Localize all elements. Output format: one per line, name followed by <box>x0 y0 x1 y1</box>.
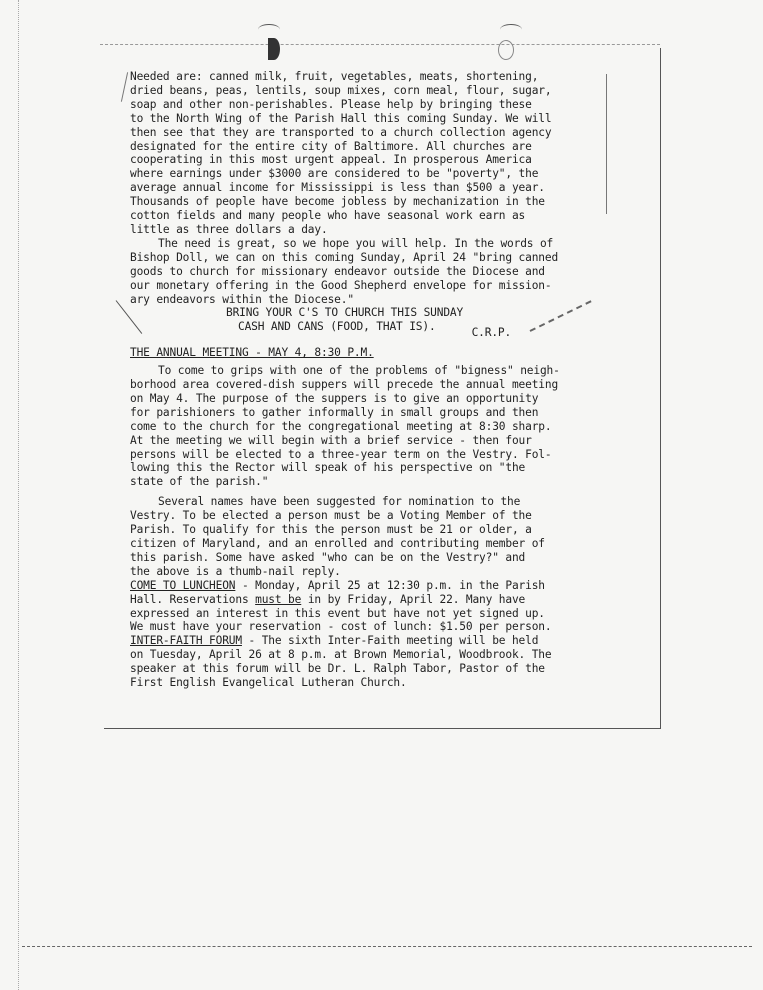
text-line: to the North Wing of the Parish Hall this coming Sunday. We will <box>130 111 552 125</box>
luncheon-line-2 <box>130 593 610 607</box>
text-line: where earnings under $3000 are considered to be "poverty", the <box>130 167 539 181</box>
text-line: Thousands of people have become jobless by mechanization in the <box>130 195 545 209</box>
text-line: then see that they are transported to a church collection agency <box>130 125 552 139</box>
text-line: this parish. Some have asked "who can be on the Vestry?" and <box>130 550 526 564</box>
text-line: average annual income for Mississippi is less than $500 a year. <box>130 181 545 195</box>
text-line: lowing this the Rector will speak of his perspective on "the <box>130 461 526 475</box>
luncheon-line-4: We must have your reservation - cost of lunch: $1.50 per person. <box>130 620 552 634</box>
text-line: cooperating in this most urgent appeal. In prosperous America <box>130 153 532 167</box>
forum-line-3: speaker at this forum will be Dr. L. Ralph Tabor, Pastor of the <box>130 662 545 676</box>
annual-meeting-heading: THE ANNUAL MEETING - MAY 4, 8:30 P.M. <box>130 346 374 360</box>
text-line: To come to grips with one of the problems of "bigness" neigh- <box>158 364 560 378</box>
text-line: dried beans, peas, lentils, soup mixes, corn meal, flour, sugar, <box>130 83 552 97</box>
punch-hole-left <box>268 38 280 60</box>
text-line: state of the parish." <box>130 475 269 489</box>
binder-arc-right <box>500 24 522 35</box>
punch-hole-right <box>498 40 514 60</box>
text-line: cotton fields and many people who have seasonal work earn as <box>130 209 526 223</box>
luncheon-text: Hall. Reservations <box>130 592 256 606</box>
binder-arc-left <box>258 24 280 35</box>
slogan-line-1: BRING YOUR C'S TO CHURCH THIS SUNDAY <box>226 306 464 320</box>
text-line: our monetary offering in the Good Shepherd envelope for mission- <box>130 278 552 292</box>
text-line: Needed are: canned milk, fruit, vegetables, meats, shortening, <box>130 70 539 83</box>
newsletter-body <box>130 70 610 690</box>
page-edge <box>18 0 19 990</box>
text-line: for parishioners to gather informally in small groups and then <box>130 405 539 419</box>
forum-line-1 <box>130 634 610 648</box>
text-line: little as three dollars a day. <box>130 222 328 236</box>
text-line: Several names have been suggested for nomination to the <box>158 495 521 509</box>
text-line: The need is great, so we hope you will help. In the words of <box>158 236 554 250</box>
text-line: soap and other non-perishables. Please help by bringing these <box>130 97 532 111</box>
luncheon-text: - Monday, April 25 at 12:30 p.m. in the Parish <box>235 578 545 592</box>
text-line: on May 4. The purpose of the suppers is to give an opportunity <box>130 391 539 405</box>
text-line: the above is a thumb-nail reply. <box>130 564 341 578</box>
frame-top-rule <box>100 44 660 45</box>
slogan-text: CASH AND CANS (FOOD, THAT IS). <box>238 320 436 334</box>
luncheon-text: in by Friday, April 22. Many have <box>301 592 526 606</box>
forum-heading: INTER-FAITH FORUM <box>130 634 242 648</box>
bottom-rule <box>22 946 752 947</box>
luncheon-line-1 <box>130 579 610 593</box>
slogan-line-2 <box>130 320 610 340</box>
text-line: Vestry. To be elected a person must be a Voting Member of the <box>130 509 532 523</box>
text-line: persons will be elected to a three-year term on the Vestry. Fol- <box>130 447 552 461</box>
forum-line-4: First English Evangelical Lutheran Church. <box>130 676 407 690</box>
text-line: ary endeavors within the Diocese." <box>130 292 354 306</box>
luncheon-emphasis: must be <box>255 592 302 606</box>
text-line: Bishop Doll, we can on this coming Sunday, April 24 "bring canned <box>130 250 559 264</box>
text-line: At the meeting we will begin with a brief service - then four <box>130 433 532 447</box>
text-line: goods to church for missionary endeavor outside the Diocese and <box>130 264 545 278</box>
text-line: come to the church for the congregational meeting at 8:30 sharp. <box>130 419 552 433</box>
author-initials: C.R.P. <box>471 326 512 340</box>
text-line: citizen of Maryland, and an enrolled and contributing member of <box>130 537 545 550</box>
luncheon-heading: COME TO LUNCHEON <box>130 578 236 592</box>
luncheon-line-3: expressed an interest in this event but have not yet signed up. <box>130 606 545 620</box>
forum-text: - The sixth Inter-Faith meeting will be held <box>241 634 539 648</box>
text-line: borhood area covered-dish suppers will precede the annual meeting <box>130 378 559 392</box>
text-line: designated for the entire city of Baltimore. All churches are <box>130 139 532 153</box>
text-line: Parish. To qualify for this the person must be 21 or older, a <box>130 523 532 537</box>
forum-line-2: on Tuesday, April 26 at 8 p.m. at Brown Memorial, Woodbrook. The <box>130 648 552 662</box>
